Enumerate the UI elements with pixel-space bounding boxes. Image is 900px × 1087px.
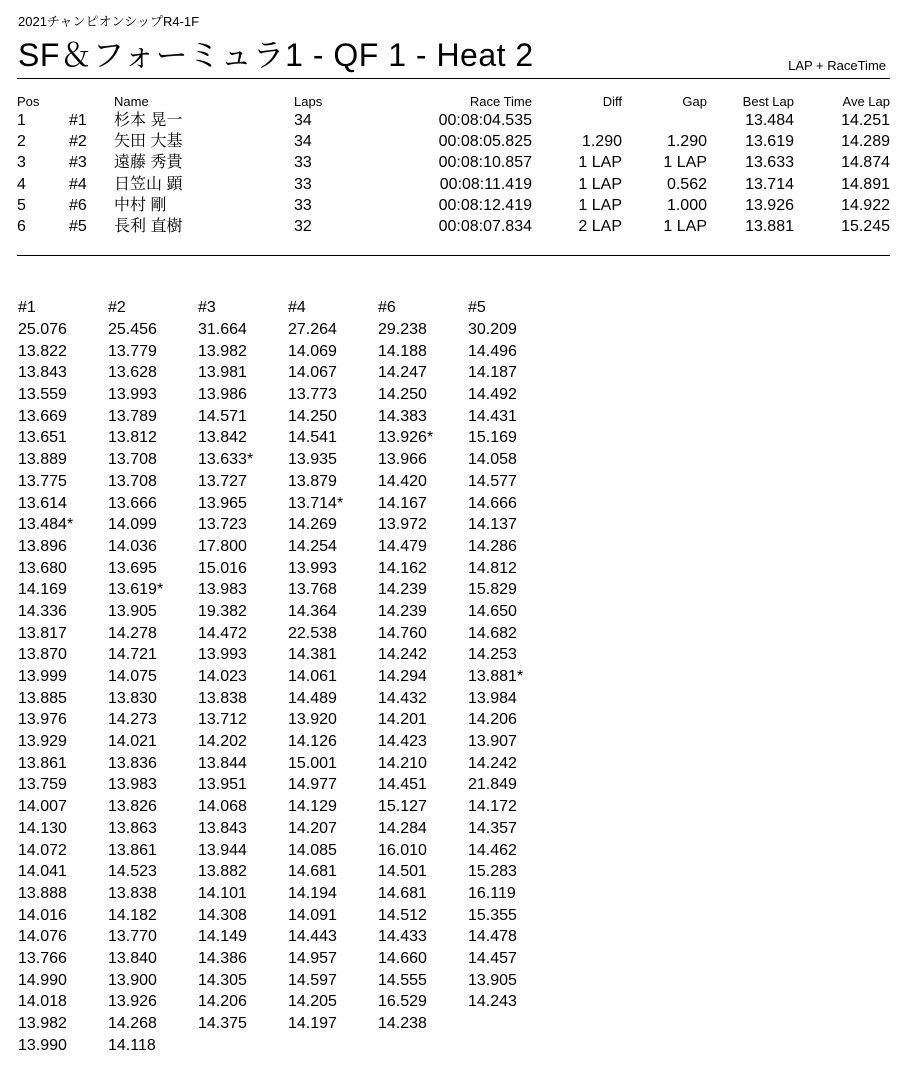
race-time-cell: 00:08:12.419 (438, 196, 532, 214)
lap-time-cell: 13.723 (198, 516, 247, 534)
lap-time-cell: 13.944 (198, 841, 247, 859)
lap-time-cell: 14.036 (108, 537, 157, 555)
lap-time-cell: 13.619* (108, 581, 164, 599)
lap-time-cell: 14.242 (378, 646, 427, 664)
gap-cell (622, 110, 707, 131)
lap-time-cell: 14.254 (288, 537, 337, 555)
lap-time-cell: 13.812 (108, 429, 157, 447)
lap-time-cell: 16.119 (468, 884, 516, 902)
lap-time-cell: 25.076 (18, 321, 67, 338)
lap-time-cell: 14.375 (198, 1015, 247, 1032)
lap-time-cell: 13.935 (288, 451, 337, 469)
lap-time-cell: 13.766 (18, 949, 67, 967)
header-divider (17, 78, 890, 79)
lap-time-cell: 14.577 (468, 472, 517, 490)
lap-time-cell: 14.197 (288, 1015, 337, 1032)
lap-time-cell: 19.382 (198, 602, 247, 620)
lap-time-cell: 16.529 (378, 993, 427, 1011)
lap-time-cell: 14.068 (198, 798, 247, 816)
lap-time-cell: 14.169 (18, 581, 67, 599)
gap-cell: 0.562 (666, 175, 707, 193)
lap-time-cell: 14.420 (378, 472, 427, 490)
lap-time-cell: 31.664 (198, 321, 247, 338)
gap-cell: 1 LAP (663, 218, 707, 236)
race-time-cell: 00:08:10.857 (438, 154, 532, 172)
lap-time-cell: 14.812 (468, 559, 517, 577)
lap-time-cell: 13.926 (108, 993, 157, 1011)
lap-time-cell: 14.016 (18, 906, 67, 924)
gap-cell: 1.290 (666, 133, 707, 151)
lap-column (288, 297, 378, 1056)
lap-time-cell: 14.472 (198, 624, 247, 642)
car-number-cell: #3 (69, 154, 87, 172)
gap-cell: 1 LAP (663, 154, 707, 172)
driver-name-cell: 中村 剛 (114, 196, 167, 214)
ave-lap-cell: 14.289 (841, 133, 890, 151)
diff-cell: 1 LAP (578, 154, 622, 172)
lap-time-cell: 13.695 (108, 559, 157, 577)
lap-time-cell: 13.714* (288, 494, 344, 512)
table-row (17, 174, 890, 195)
results-header-row (17, 93, 890, 110)
lap-time-cell: 14.451 (378, 776, 427, 794)
report-format-label: LAP + RaceTime (788, 58, 886, 73)
lap-time-cell: 14.201 (378, 711, 427, 729)
lap-time-cell: 14.597 (288, 971, 337, 989)
lap-time-cell: 14.381 (288, 646, 337, 664)
lap-time-cell: 13.712 (198, 711, 247, 729)
col-header-num (69, 93, 114, 110)
lap-time-cell: 13.999 (18, 668, 67, 685)
lap-time-cell: 13.982 (18, 1015, 67, 1032)
lap-time-cell: 14.162 (378, 559, 427, 577)
lap-time-cell: 13.881* (468, 668, 524, 685)
lap-time-cell: 14.386 (198, 949, 247, 967)
laps-cell: 34 (294, 133, 312, 151)
lap-time-cell: 13.651 (18, 429, 67, 447)
lap-time-cell: 14.305 (198, 971, 247, 989)
lap-time-cell: 14.496 (468, 342, 517, 360)
lap-time-cell: 14.118 (108, 1036, 156, 1054)
lap-time-cell: 14.007 (18, 798, 67, 816)
lap-time-cell: 13.905 (108, 602, 157, 620)
lap-time-cell: 14.021 (108, 733, 157, 751)
lap-time-cell: 14.660 (378, 949, 427, 967)
lap-column-header: #1 (18, 299, 36, 316)
lap-column (198, 297, 288, 1056)
lap-time-cell: 13.844 (198, 754, 247, 772)
lap-time-cell: 14.364 (288, 602, 337, 620)
lap-time-cell: 14.129 (288, 798, 337, 816)
lap-time-cell: 15.355 (468, 906, 517, 924)
lap-time-cell: 15.016 (198, 559, 247, 577)
pos-cell: 6 (17, 218, 26, 236)
lap-time-cell: 17.800 (198, 537, 247, 555)
diff-cell: 1 LAP (578, 196, 622, 214)
laps-cell: 33 (294, 175, 312, 193)
lap-time-cell: 14.075 (108, 668, 157, 685)
lap-time-cell: 14.462 (468, 841, 517, 859)
lap-time-cell: 13.779 (108, 342, 157, 360)
laps-cell: 33 (294, 196, 312, 214)
lap-time-cell: 14.308 (198, 906, 247, 924)
lap-time-cell: 13.484* (18, 516, 74, 534)
lap-time-cell: 14.681 (378, 884, 427, 902)
laps-cell: 33 (294, 154, 312, 172)
table-row (17, 216, 890, 237)
race-time-cell: 00:08:05.825 (438, 133, 532, 151)
lap-time-cell: 13.838 (198, 689, 247, 707)
lap-time-cell: 14.666 (468, 494, 517, 512)
lap-time-cell: 14.242 (468, 754, 517, 772)
lap-time-cell: 13.888 (18, 884, 67, 902)
lap-time-cell: 13.843 (198, 819, 247, 837)
lap-time-cell: 13.861 (18, 754, 67, 772)
pos-cell: 4 (17, 175, 26, 193)
lap-time-cell: 14.099 (108, 516, 157, 534)
lap-time-cell: 21.849 (468, 776, 517, 794)
race-time-cell: 00:08:04.535 (438, 112, 532, 130)
lap-time-cell: 14.457 (468, 949, 517, 967)
lap-time-cell: 14.061 (288, 668, 337, 685)
diff-cell (532, 110, 622, 131)
lap-time-cell: 14.126 (288, 733, 337, 751)
lap-time-cell: 14.207 (288, 819, 337, 837)
lap-time-cell: 13.983 (108, 776, 157, 794)
lap-time-cell: 14.433 (378, 928, 427, 946)
table-row (17, 131, 890, 152)
lap-column (468, 297, 558, 1056)
lap-time-cell: 25.456 (108, 321, 157, 338)
lap-time-cell: 14.091 (288, 906, 337, 924)
col-header-gap: Gap (682, 94, 707, 109)
ave-lap-cell: 15.245 (841, 218, 890, 236)
lap-time-cell: 14.990 (18, 971, 67, 989)
lap-time-cell: 13.981 (198, 364, 247, 382)
lap-time-cell: 13.822 (18, 342, 67, 360)
table-row (17, 110, 890, 131)
results-table (17, 93, 890, 237)
lap-time-cell: 14.278 (108, 624, 157, 642)
car-number-cell: #2 (69, 133, 87, 151)
lap-time-cell: 13.708 (108, 472, 157, 490)
lap-time-cell: 13.770 (108, 928, 157, 946)
lap-time-cell: 13.789 (108, 407, 157, 425)
lap-time-cell: 15.283 (468, 863, 517, 881)
race-time-cell: 00:08:07.834 (438, 218, 532, 236)
lap-time-cell: 14.423 (378, 733, 427, 751)
lap-time-cell: 14.023 (198, 668, 247, 685)
ave-lap-cell: 14.251 (841, 112, 890, 130)
lap-time-cell: 13.879 (288, 472, 337, 490)
laps-cell: 32 (294, 218, 312, 236)
lap-time-cell: 14.357 (468, 819, 517, 837)
lap-time-cell: 29.238 (378, 321, 427, 338)
gap-cell: 1.000 (666, 196, 707, 214)
lap-column-header: #6 (378, 299, 396, 316)
results-divider (17, 255, 890, 256)
lap-time-cell: 13.838 (108, 884, 157, 902)
lap-time-cell: 14.202 (198, 733, 247, 751)
lap-time-cell: 13.870 (18, 646, 67, 664)
lap-time-cell: 13.976 (18, 711, 67, 729)
lap-time-cell: 27.264 (288, 321, 337, 338)
lap-time-cell: 14.250 (288, 407, 337, 425)
lap-time-cell: 14.571 (198, 407, 247, 425)
car-number-cell: #1 (69, 112, 87, 130)
lap-time-cell: 13.965 (198, 494, 247, 512)
pos-cell: 5 (17, 196, 26, 214)
pos-cell: 3 (17, 154, 26, 172)
lap-time-cell: 13.759 (18, 776, 67, 794)
lap-time-cell: 22.538 (288, 624, 337, 642)
lap-time-cell: 14.076 (18, 928, 67, 946)
lap-time-cell: 14.172 (468, 798, 517, 816)
lap-time-cell: 13.817 (18, 624, 67, 642)
driver-name-cell: 長利 直樹 (114, 218, 183, 236)
best-lap-cell: 13.484 (745, 112, 794, 130)
lap-time-cell: 15.001 (288, 754, 337, 772)
col-header-race-time: Race Time (469, 94, 532, 109)
driver-name-cell: 杉本 晃一 (114, 112, 183, 130)
lap-time-cell: 14.523 (108, 863, 157, 881)
lap-time-cell: 14.681 (288, 863, 337, 881)
col-header-ave-lap: Ave Lap (842, 94, 890, 109)
lap-time-cell: 14.058 (468, 451, 517, 469)
lap-time-cell: 14.069 (288, 342, 337, 360)
lap-time-cell: 15.829 (468, 581, 517, 599)
lap-time-cell: 13.727 (198, 472, 247, 490)
lap-time-cell: 13.993 (288, 559, 337, 577)
ave-lap-cell: 14.922 (841, 196, 890, 214)
car-number-cell: #5 (69, 218, 87, 236)
lap-column-header: #4 (288, 299, 306, 316)
lap-time-cell: 14.284 (378, 819, 427, 837)
lap-column-header: #3 (198, 299, 216, 316)
lap-time-cell: 14.336 (18, 602, 67, 620)
lap-column-header: #5 (468, 299, 486, 316)
lap-time-cell: 14.239 (378, 581, 427, 599)
lap-time-cell: 13.628 (108, 364, 157, 382)
lap-time-cell: 13.972 (378, 516, 427, 534)
lap-time-cell: 14.250 (378, 386, 427, 404)
lap-time-cell: 14.512 (378, 906, 427, 924)
lap-column (108, 297, 198, 1056)
lap-time-cell: 14.479 (378, 537, 427, 555)
lap-time-cell: 13.775 (18, 472, 67, 490)
car-number-cell: #6 (69, 196, 87, 214)
lap-time-cell: 13.984 (468, 689, 517, 707)
lap-column-header: #2 (108, 299, 126, 316)
lap-time-cell: 14.432 (378, 689, 427, 707)
lap-time-cell: 14.957 (288, 949, 337, 967)
lap-time-cell: 13.773 (288, 386, 337, 404)
lap-time-cell: 14.194 (288, 884, 337, 902)
race-time-cell: 00:08:11.419 (439, 175, 532, 193)
lap-time-cell: 13.882 (198, 863, 247, 881)
lap-time-cell: 14.253 (468, 646, 517, 664)
pos-cell: 2 (17, 133, 26, 151)
col-header-laps: Laps (294, 94, 323, 109)
col-header-name: Name (114, 94, 149, 109)
lap-time-cell: 13.861 (108, 841, 157, 859)
lap-time-cell: 13.559 (18, 386, 67, 404)
ave-lap-cell: 14.891 (841, 175, 890, 193)
event-subtitle: 2021チャンピオンシップR4-1F (18, 14, 200, 29)
diff-cell: 1.290 (581, 133, 622, 151)
lap-time-cell: 13.896 (18, 537, 67, 555)
laps-cell: 34 (294, 112, 312, 130)
lap-time-cell: 13.633* (198, 451, 254, 469)
lap-time-cell: 14.268 (108, 1015, 157, 1032)
results-body (17, 110, 890, 237)
col-header-pos: Pos (17, 94, 40, 109)
lap-column (378, 297, 468, 1056)
lap-time-cell: 13.966 (378, 451, 427, 469)
lap-time-cell: 13.843 (18, 364, 67, 382)
lap-time-cell: 14.085 (288, 841, 337, 859)
lap-time-cell: 14.041 (18, 863, 67, 881)
best-lap-cell: 13.633 (745, 154, 794, 172)
best-lap-cell: 13.714 (745, 175, 794, 193)
best-lap-cell: 13.619 (745, 133, 794, 151)
lap-time-cell: 14.383 (378, 407, 427, 425)
lap-time-cell: 14.167 (378, 494, 427, 512)
lap-time-cell: 14.247 (378, 364, 427, 382)
table-row (17, 152, 890, 173)
lap-time-cell: 13.907 (468, 733, 517, 751)
lap-time-cell: 14.149 (198, 928, 247, 946)
lap-time-cell: 14.501 (378, 863, 427, 881)
ave-lap-cell: 14.874 (841, 154, 890, 172)
lap-time-cell: 14.206 (468, 711, 517, 729)
lap-time-cell: 13.889 (18, 451, 67, 469)
lap-time-cell: 14.101 (198, 884, 247, 902)
table-row (17, 195, 890, 216)
lap-time-cell: 13.900 (108, 971, 157, 989)
lap-time-cell: 13.983 (198, 581, 247, 599)
lap-time-cell: 13.982 (198, 342, 247, 360)
lap-time-cell: 14.443 (288, 928, 337, 946)
driver-name-cell: 矢田 大基 (114, 133, 183, 151)
best-lap-cell: 13.881 (745, 218, 794, 236)
driver-name-cell: 日笠山 顕 (114, 175, 183, 193)
lap-time-cell: 14.206 (198, 993, 247, 1011)
lap-time-cell: 14.205 (288, 993, 337, 1011)
lap-time-cell: 14.760 (378, 624, 427, 642)
lap-time-cell: 13.986 (198, 386, 247, 404)
lap-time-cell: 13.768 (288, 581, 337, 599)
lap-time-cell: 14.210 (378, 754, 427, 772)
lap-time-cell: 13.830 (108, 689, 157, 707)
lap-column (18, 297, 108, 1056)
lap-time-cell: 14.130 (18, 819, 67, 837)
lap-time-cell: 13.926* (378, 429, 434, 447)
lap-time-cell: 14.243 (468, 993, 517, 1011)
lap-time-cell: 14.238 (378, 1015, 427, 1032)
page-title: SF＆フォーミュラ1 - QF 1 - Heat 2 (18, 37, 534, 73)
lap-time-cell: 13.666 (108, 494, 157, 512)
lap-time-cell: 13.990 (18, 1036, 67, 1054)
lap-time-cell: 15.169 (468, 429, 517, 447)
lap-time-cell: 14.294 (378, 668, 427, 685)
lap-time-cell: 14.188 (378, 342, 427, 360)
lap-time-cell: 13.920 (288, 711, 337, 729)
lap-time-cell: 14.269 (288, 516, 337, 534)
lap-time-cell: 14.273 (108, 711, 157, 729)
lap-time-cell: 16.010 (378, 841, 427, 859)
lap-time-cell: 14.182 (108, 906, 157, 924)
lap-time-cell: 13.840 (108, 949, 157, 967)
lap-time-cell: 14.492 (468, 386, 517, 404)
lap-time-cell: 14.187 (468, 364, 517, 382)
lap-time-cell: 14.489 (288, 689, 337, 707)
lap-time-cell: 14.682 (468, 624, 517, 642)
lap-time-cell: 13.842 (198, 429, 247, 447)
lap-time-cell: 14.239 (378, 602, 427, 620)
lap-time-cell: 13.885 (18, 689, 67, 707)
lap-time-cell: 13.826 (108, 798, 157, 816)
lap-time-cell: 14.721 (108, 646, 157, 664)
lap-time-cell: 14.431 (468, 407, 517, 425)
lap-time-cell: 13.863 (108, 819, 157, 837)
lap-time-cell: 14.137 (468, 516, 517, 534)
lap-time-cell: 13.680 (18, 559, 67, 577)
lap-time-cell: 13.993 (108, 386, 157, 404)
lap-time-cell: 13.669 (18, 407, 67, 425)
lap-times-grid (18, 297, 558, 1056)
lap-time-cell: 14.286 (468, 537, 517, 555)
driver-name-cell: 遠藤 秀貴 (114, 154, 183, 172)
lap-time-cell: 13.905 (468, 971, 517, 989)
lap-time-cell: 14.067 (288, 364, 337, 382)
lap-time-cell: 14.650 (468, 602, 517, 620)
pos-cell: 1 (17, 112, 26, 130)
col-header-diff: Diff (602, 94, 622, 109)
lap-time-cell: 14.072 (18, 841, 67, 859)
lap-time-cell: 14.018 (18, 993, 67, 1011)
lap-time-cell: 30.209 (468, 321, 517, 338)
best-lap-cell: 13.926 (745, 196, 794, 214)
diff-cell: 2 LAP (578, 218, 622, 236)
car-number-cell: #4 (69, 175, 87, 193)
lap-time-cell: 14.555 (378, 971, 427, 989)
lap-time-cell: 13.993 (198, 646, 247, 664)
lap-time-cell: 15.127 (378, 798, 427, 816)
lap-time-cell: 13.929 (18, 733, 67, 751)
diff-cell: 1 LAP (578, 175, 622, 193)
col-header-best-lap: Best Lap (742, 94, 794, 109)
lap-time-cell: 13.708 (108, 451, 157, 469)
lap-time-cell: 14.478 (468, 928, 517, 946)
lap-time-cell: 13.614 (18, 494, 67, 512)
lap-time-cell: 13.836 (108, 754, 157, 772)
lap-time-cell: 14.541 (288, 429, 337, 447)
lap-time-cell: 14.977 (288, 776, 337, 794)
lap-time-cell: 13.951 (198, 776, 247, 794)
